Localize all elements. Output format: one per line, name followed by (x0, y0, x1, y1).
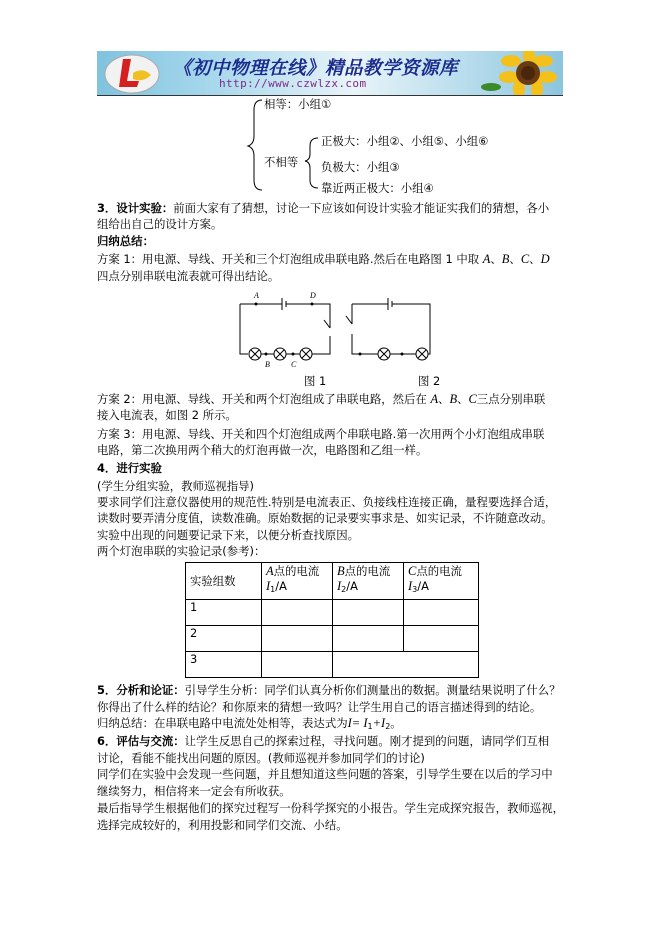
s4-line4: 实验中出现的问题要记录下来，以便分析查找原因。 (97, 528, 359, 542)
s3-line1 (97, 201, 549, 216)
hypothesis-neg-bigger: 负极大：小组③ (321, 160, 400, 174)
s6-line6: 选择完成较好的，利用投影和同学们交流、小结。 (97, 818, 348, 832)
sunflower-image (481, 51, 563, 95)
plan1-var-b: B (501, 252, 510, 266)
hypothesis-near-pos-bigger: 靠近两正极大：小组④ (321, 181, 434, 195)
s4-line5: 两个灯泡串联的实验记录(参考)： (97, 544, 266, 558)
s5-line3: 归纳总结：在串联电路中电流处处相等，表达式为$I= I_1+I_2$。 (97, 716, 402, 731)
table-header-c: C点的电流 $I_3/A$ (404, 563, 479, 600)
plan2-line1: 方案 2：用电源、导线、开关和两个灯泡组成了串联电路，然后在 A、B、C三点分别串联 (97, 392, 546, 406)
s6-line5: 最后指导学生根据他们的探究过程写一份科学探究的小报告。学生完成探究报告，教师巡视， (97, 801, 565, 815)
plan2-var-a: A (430, 392, 439, 406)
plan1-label: 方案 1： (97, 252, 143, 266)
table-row-label: 2 (186, 626, 262, 652)
s5-formula: I= I (347, 716, 368, 730)
s5-line2: 你得出了什么样的结论？和你原来的猜想一致吗？让学生用自己的语言描述得到的结论。 (97, 700, 542, 714)
s6-line2: 讨论，看能不能找出问题的原因。(教师巡视并参加同学们的讨论) (97, 751, 425, 765)
table-row-label: 3 (186, 652, 262, 678)
banner-url[interactable]: http://www.czwlzx.com (219, 77, 367, 90)
s6-line1-text: 让学生反思自己的探索过程，寻找问题。刚才提到的问题，请同学们互相 (184, 734, 550, 748)
banner-title: 《初中物理在线》精品教学资源库 (173, 58, 459, 79)
fig1-label-d: D (310, 291, 316, 300)
s4-line2: 要求同学们注意仪器使用的规范性.特别是电流表正、负接线柱连接正确，量程要选择合适， (97, 495, 557, 509)
header-banner (97, 51, 563, 95)
plan3-line1 (97, 427, 544, 442)
fig2-caption: 图 2 (418, 374, 441, 388)
plan2-var-b: B (449, 392, 458, 406)
s4-heading: 4．进行实验 (97, 461, 162, 475)
s3-line2: 组给出自己的设计方案。 (97, 217, 223, 231)
s6-line3: 同学们在实验中会发现一些问题，并且想知道这些问题的答案，引导学生要在以后的学习中 (97, 767, 553, 781)
table-row (186, 652, 479, 678)
s4-line3: 读数时要弄清分度值，读数准确。原始数据的记录要实事求是、如实记录，不许随意改动。 (97, 511, 553, 525)
plan2-var-c: C (468, 392, 477, 406)
fig1-caption: 图 1 (304, 374, 327, 388)
fig1-label-a: A (254, 291, 259, 300)
s5-heading: 5．分析和论证： (97, 683, 185, 697)
s5-line1 (97, 683, 561, 698)
hypothesis-pos-bigger: 正极大：小组②、小组⑤、小组⑥ (321, 134, 489, 148)
s5-line1-text: 引导学生分析：同学们认真分析你们测量出的数据。测量结果说明了什么？ (184, 683, 561, 697)
table-header-row (186, 563, 479, 600)
table-row-label: 1 (186, 600, 262, 626)
plan1-var-c: C (520, 252, 530, 266)
s6-line1 (97, 734, 549, 749)
plan1-var-d: D (540, 252, 550, 266)
plan1-line2: 四点分别串联电流表就可得出结论。 (97, 269, 280, 283)
plan1-var-a: A (482, 252, 491, 266)
plan2-line2: 接入电流表，如图 2 所示。 (97, 408, 237, 422)
table-header-groups: 实验组数 (186, 563, 262, 600)
site-logo (103, 53, 161, 95)
circuit-diagrams (230, 284, 450, 374)
plan1-text: 用电源、导线、开关和三个灯泡组成串联电路.然后在电路图 1 中取 (142, 252, 480, 266)
plan2-text: 用电源、导线、开关和两个灯泡组成了串联电路，然后在 (142, 392, 427, 406)
hypothesis-equal: 相等：小组① (264, 97, 332, 111)
s3-summary: 归纳总结： (97, 234, 154, 248)
s3-heading: 3．设计实验： (97, 201, 174, 215)
plan1-line1: 方案 1：用电源、导线、开关和三个灯泡组成串联电路.然后在电路图 1 中取 A、B、C、D (97, 252, 550, 266)
s4-line1: (学生分组实验，教师巡视指导) (97, 479, 254, 493)
fig1-label-b: B (265, 360, 270, 369)
record-table (185, 562, 479, 678)
s6-line4: 继续努力，相信将来一定会有所收获。 (97, 784, 291, 798)
fig1-label-c: C (291, 360, 297, 369)
s3-line1-text: 前面大家有了猜想，讨论一下应该如何设计实验才能证实我们的猜想，各小 (173, 201, 550, 215)
table-row (186, 600, 479, 626)
hypothesis-unequal: 不相等 (264, 155, 299, 169)
table-header-b: B点的电流 $I_2/A$ (333, 563, 404, 600)
s6-heading: 6．评估与交流： (97, 734, 185, 748)
plan3-text: 用电源、导线、开关和四个灯泡组成两个串联电路.第一次用两个小灯泡组成串联 (142, 427, 545, 441)
plan3-label: 方案 3： (97, 427, 143, 441)
plan3-line2: 电路，第二次换用两个稍大的灯泡再做一次，电路图和乙组一样。 (97, 443, 428, 457)
plan2-text-b: 三点分别串联 (476, 392, 546, 406)
table-header-a: A点的电流 $I_1/A$ (262, 563, 333, 600)
table-row (186, 626, 479, 652)
plan2-label: 方案 2： (97, 392, 143, 406)
